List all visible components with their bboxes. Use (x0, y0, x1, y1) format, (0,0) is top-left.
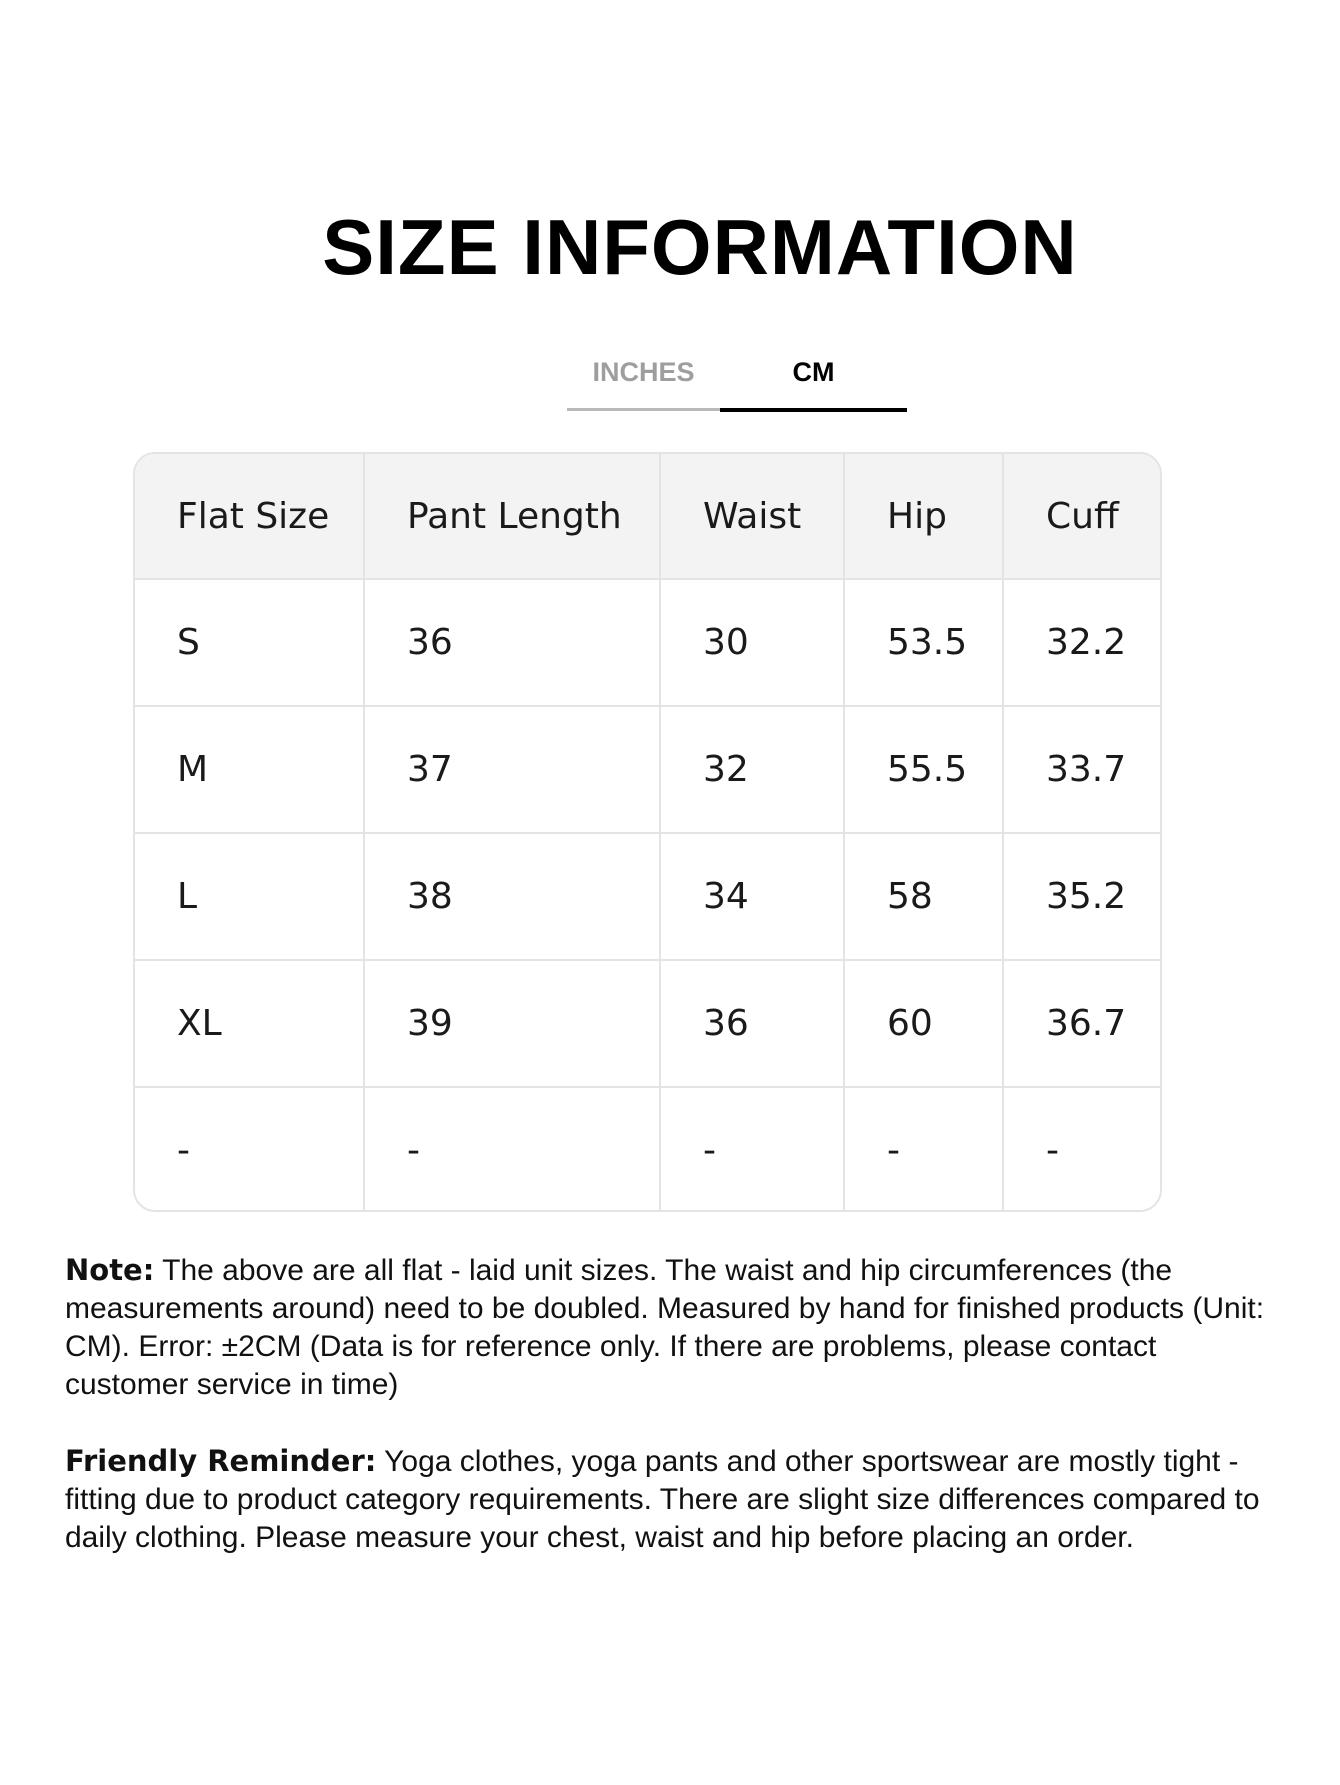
table-cell: - (844, 1087, 1003, 1212)
table-cell: - (364, 1087, 660, 1212)
table-cell: XL (135, 960, 364, 1087)
header-pant-length: Pant Length (364, 454, 660, 579)
header-hip: Hip (844, 454, 1003, 579)
table-cell: 37 (364, 706, 660, 833)
table-cell: S (135, 579, 364, 706)
note-paragraph (65, 1251, 1280, 1404)
table-cell: 36 (364, 579, 660, 706)
table-cell: 53.5 (844, 579, 1003, 706)
reminder-paragraph (65, 1442, 1280, 1557)
table-cell: 55.5 (844, 706, 1003, 833)
table-row (135, 833, 1162, 960)
page-title: SIZE INFORMATION (322, 203, 1078, 291)
tab-inches[interactable]: INCHES (567, 352, 720, 411)
table-cell: 35.2 (1003, 833, 1162, 960)
table-cell: 34 (660, 833, 844, 960)
table-cell: 36.7 (1003, 960, 1162, 1087)
table-cell: 58 (844, 833, 1003, 960)
header-waist: Waist (660, 454, 844, 579)
table-cell: - (1046, 1130, 1059, 1171)
table-header-row (135, 454, 1162, 579)
notes-section (65, 1251, 1280, 1595)
reminder-label: Friendly Reminder: (65, 1444, 377, 1478)
table-cell: M (135, 706, 364, 833)
table-cell: 60 (844, 960, 1003, 1087)
table-row (135, 706, 1162, 833)
note-text: The above are all flat - laid unit sizes. The waist and hip circumferences (the measurements around) need to be doubled. Measured by hand for finished products (Unit: CM). Error: ±2CM (Data is for reference only. If there are problems, please contact customer service in time) (65, 1254, 1265, 1401)
size-table (133, 452, 1162, 1212)
table-cell: L (135, 833, 364, 960)
table-cell: - (135, 1087, 364, 1212)
table-cell: - (660, 1087, 844, 1212)
table-row (135, 1087, 1162, 1212)
header-flat-size: Flat Size (135, 454, 364, 579)
table-cell: 32 (660, 706, 844, 833)
reminder-text: Yoga clothes, yoga pants and other sportswear are mostly tight - fitting due to product category requirements. There are slight size differences compared to daily clothing. Please measure your chest, waist and hip before placing an order. (65, 1445, 1260, 1554)
header-cuff: Cuff (1003, 454, 1162, 579)
tab-cm[interactable]: CM (720, 352, 907, 412)
table-cell: 32.2 (1003, 579, 1162, 706)
table-cell: 33.7 (1003, 706, 1162, 833)
unit-tabs (567, 352, 907, 412)
table-row (135, 960, 1162, 1087)
note-label: Note: (65, 1253, 155, 1287)
table-cell: 38 (364, 833, 660, 960)
table-cell: 39 (364, 960, 660, 1087)
table-row (135, 579, 1162, 706)
table-cell: 30 (660, 579, 844, 706)
table-cell: 36 (660, 960, 844, 1087)
